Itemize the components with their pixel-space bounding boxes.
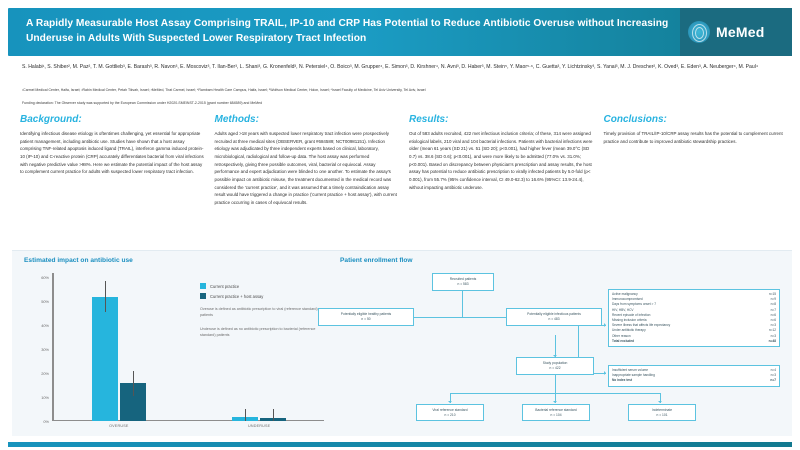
flow-node-healthy [318,308,414,326]
y-axis-tick-label: 30% [41,346,49,352]
row-label: Insufficient serum volume [612,368,649,372]
row-count: n=6 [770,312,776,317]
patient-enrollment-flowchart [340,267,788,434]
node-count: n = 583 [457,282,469,286]
table-row [612,378,776,383]
legend-swatch [200,293,206,299]
author-list: S. Halabi¹, S. Shiber², M. Paz², T. M. Gottlieb³, E. Barash³, R. Navon³, E. Moscoviz³, T. Ilan-Ber³, L. Shani³, G. Kronenfeld³, N. Petersiel⁴, O. Boico³, M. Grupper⁴, E. Simon³, D. Kirshner⁴, N. Avni³, D. Haber³, M. Stein⁵, Y. Maor⁵·⁶, C. Guetta³, Y. Lichtzinsky³, S. Yanai³, M. J. Drescher², K. Oved³, E. Eden³, A. Neuberger⁴, M. Paul⁴ [22,64,759,70]
affiliations: ¹Carmel Medical Center, Haifa, Israel; ²Rabin Medical Center, Petah Tikvah, Israel; ³MeMed, Tirat Carmel, Israel; ⁴Rambam Health Care Campus, Haifa, Israel; ⁵Wolfson Medical Center, Holon, Israel; ⁶Israel Faculty of Medicine, Tel Aviv University, Tel Aviv, Israel [22,88,426,92]
arrow-icon [604,323,606,327]
section-body: Adults aged >18 years with suspected lower respiratory tract infection were prospectively recruited at three medical sites (OBSERVER, grant #684589; NCT00981151). Infection etiology was adjudicated by three independent experts based on clinical, laboratory, microbiological, radiological and follow-up data. The host assay was performed retrospectively, giving three possible outcomes, viral, bacterial or equivocal. Assay performance and expert adjudication were blinded to one another. To estimate the assay's possible impact on antibiotic misuse, the treatment documented in the medical record was considered the 'current practice', and it was assumed that a timely contraindication assay result would have triggered a change in practice ('current practice + host assay'), with current practice occurring in cases of equivocal results. [214,131,397,205]
funding-declaration: Funding declaration: The Observer study was supported by the European Commission under H2020-SMEINST-2-2015 (grant number 684589) and MeMed [22,101,263,105]
row-label: Immunocompromised [612,297,643,302]
section-conclusions [604,114,789,246]
y-axis-tick-label: 20% [41,370,49,376]
section-title: Conclusions: [603,114,667,125]
node-label: Viral reference standard [432,407,468,412]
antibiotic-use-bar-chart [24,269,324,441]
row-count: n=4 [770,368,776,372]
connector [462,291,463,317]
row-count: n=8 [770,302,776,307]
flow-node-bacterial [522,404,590,421]
section-body: Identifying infectious disease etiology is oftentimes challenging, yet essential for appropriate patient management, including antibiotic use. Studies have shown that a host assay comprising TNF-related apoptosis induced ligand (TRAIL), interferon gamma induced protein-10 (IP-10) and C-reactive protein (CRP) accurately differentiates bacterial from viral infections with negative predictive value >98%. Here we estimate the potential impact of the host assay to complement current practice for adults with suspected lower respiratory tract infection. [20,131,204,175]
y-axis-tick-label: 10% [41,394,49,400]
node-count: n = 50 [361,317,371,321]
node-count: n = 104 [550,412,562,417]
overuse-definition: Overuse is defined as antibiotic prescription to viral (reference standard) patients [200,307,318,318]
poster-header [8,8,792,56]
node-label: Recruited patients [449,277,477,282]
row-label: HIV, HBV, HCV [612,307,634,312]
bar-overuse-series0 [92,297,118,421]
flow-node-infectious [506,308,602,326]
row-count: n=7 [770,307,776,312]
x-axis-tick-label: UNDERUSE [248,424,271,428]
chart-legend [200,283,328,339]
row-count: n=15 [768,292,776,296]
row-count: n=3 [770,333,776,338]
row-label: Days from symptoms onset > 7 [612,302,657,307]
node-label: Potentially eligible healthy patients [340,312,392,317]
page-title: A Rapidly Measurable Host Assay Comprising TRAIL, IP-10 and CRP Has Potential to Reduce Antibiotic Overuse without Increasing Underuse in Adults With Suspected Lower Respiratory Tract Infection [26,18,669,44]
y-axis-tick-label: 0% [43,418,49,424]
row-label: No index test [612,378,633,383]
table-row [612,339,776,344]
node-count: n = 101 [656,412,668,417]
section-body: Timely provision of TRAIL/IP-10/CRP assay results has the potential to complement current practice and contribute to improved antibiotic stewardship practices. [603,131,783,144]
footer-bar [8,442,792,447]
arrow-icon [448,401,452,403]
row-label: Total excluded [612,338,635,343]
section-methods [215,114,400,246]
x-axis-tick-label: OVERUSE [109,424,129,428]
row-count: n=6 [770,317,776,322]
row-label: Severe illness that affects life expectancy [612,323,671,328]
node-label: Bacterial reference standard [535,407,577,412]
flow-node-recruited [432,273,494,291]
row-count: n=3 [770,373,776,378]
underuse-definition: Underuse is defined as no antibiotic prescription to bacterial (reference standard) patients [200,326,316,338]
legend-label: Current practice [210,283,240,289]
section-title: Results: [409,114,449,125]
error-bar [105,281,106,312]
error-bar [133,371,134,396]
row-label: Missing inclusion criteria [612,317,647,322]
section-results [409,114,594,246]
arrow-icon [658,401,662,403]
flow-node-indeterminate [628,404,696,421]
row-count: n=3 [770,323,776,328]
error-bar [273,409,274,421]
y-axis-tick-label: 50% [41,299,49,305]
node-label: Indeterminate [651,407,673,412]
lower-panel [12,250,792,436]
connector [555,335,556,357]
row-count: n=9 [770,297,776,302]
y-axis-tick-label: 60% [41,275,49,281]
no-index-test-table [608,365,780,387]
node-count: n = 210 [444,412,456,417]
node-count: n = 422 [549,366,561,370]
logo-label: MeMed [716,24,765,40]
row-label: Other reason [612,333,631,338]
row-label: Under antibiotic therapy [612,328,646,333]
arrow-icon [553,401,557,403]
row-label: Inappropriate sample handling [612,373,655,378]
y-axis-tick-label: 40% [41,323,49,329]
node-label: Study population [542,361,568,366]
section-background [20,114,205,246]
flow-node-viral [416,404,484,421]
chart-title: Estimated impact on antibiotic use [24,257,133,264]
legend-item-current-practice [200,283,328,289]
connector [555,375,556,393]
legend-swatch [200,283,206,289]
exclusion-criteria-table [608,289,780,347]
section-title: Methods: [214,114,259,125]
section-title: Background: [20,114,82,125]
legend-label: Current practice + host assay [210,293,264,299]
arrow-icon [604,371,606,375]
flow-node-study-population [516,357,594,375]
legend-item-current-practice-host-assay [200,293,328,299]
sections-row [20,114,788,246]
node-label: Potentially eligible infectious patients [527,312,581,317]
row-count: n=48 [768,338,776,343]
row-count: n=7 [770,378,776,383]
row-label: Active malignancy [612,292,638,296]
fingerprint-icon [688,21,710,43]
row-count: n=12 [768,328,776,333]
flow-title: Patient enrollment flow [340,257,413,264]
row-label: Recent episode of infection [612,312,651,317]
node-count: n = 483 [548,317,560,321]
memed-logo [680,8,792,56]
section-body: Out of 583 adults recruited, 422 met infectious inclusion criteria; of these, 314 were assigned etiological labels, 210 viral and 104 bacterial infections. Patients with bacterial infections were older (mean 61 years (SD 21) vs. 51 (SD 20); p<0.001), had higher fever (mean 39.0°C (SD 0.7) vs. 38.6 (SD 0.6); p<0.001), and were more likely to be admitted (77.0% vs. 31.0%; p<0.001). Based on discrepancy between physician's prescription and assay results, the host assay has potential to reduce antibiotic prescription to virally infected patients by 5.0-fold (p< 0.001), from 55.7% (95% confidence interval, CI 49.0-62.3) to 16.6% (95%CI: 13.9-24.4), without impacting antibiotic underuse. [409,131,593,190]
error-bar [245,409,246,421]
